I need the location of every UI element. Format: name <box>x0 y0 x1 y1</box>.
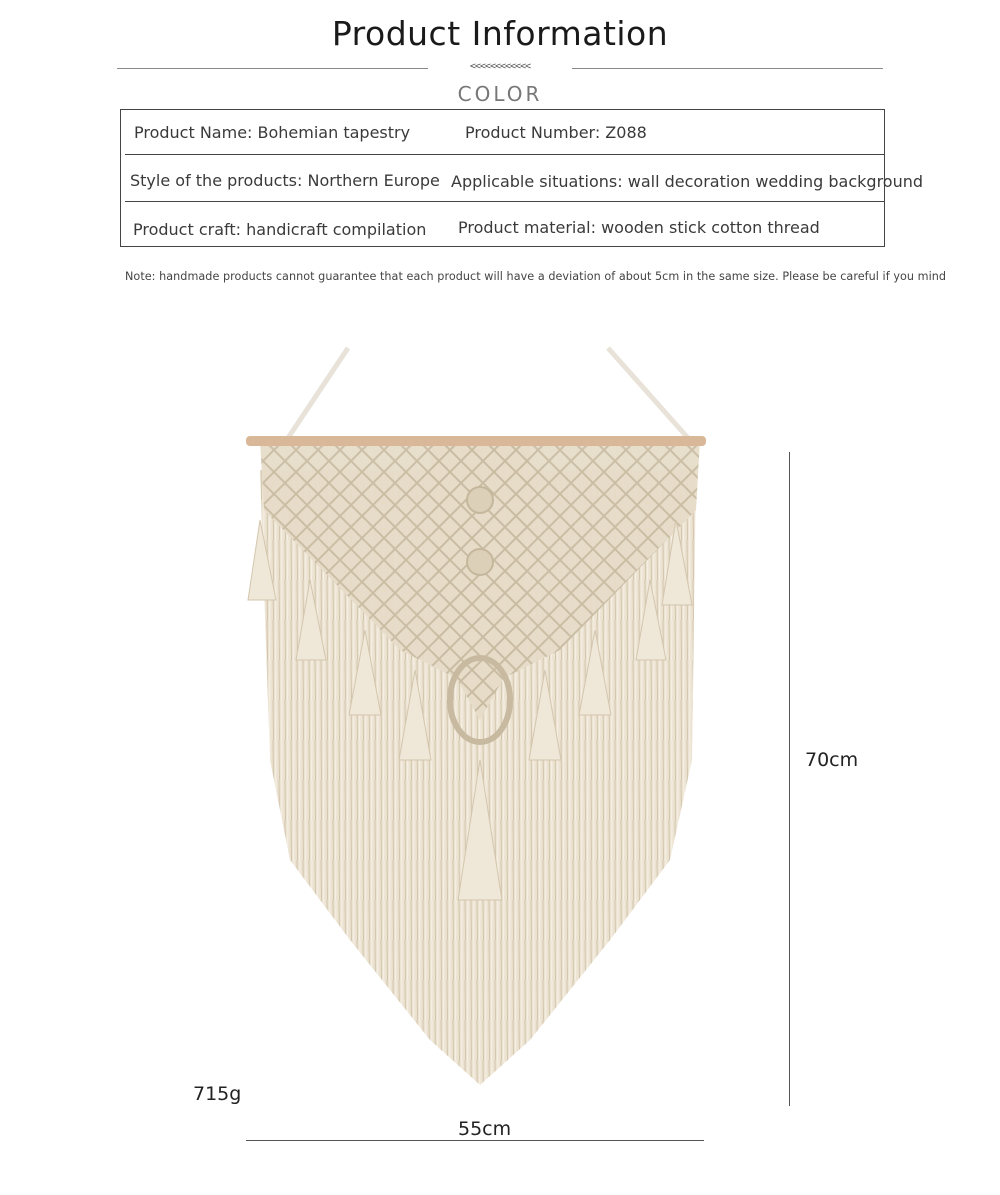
table-row-divider <box>125 201 885 202</box>
hanging-cord-right <box>608 348 688 438</box>
product-craft-cell: Product craft: handicraft compilation <box>133 220 427 239</box>
page-title: Product Information <box>331 14 669 53</box>
product-name-cell: Product Name: Bohemian tapestry <box>134 123 411 142</box>
center-knot <box>467 549 493 575</box>
center-knot <box>467 487 493 513</box>
hanging-cord-left <box>288 348 348 438</box>
width-dimension-line <box>246 1140 704 1141</box>
product-style-cell: Style of the products: Northern Europe <box>130 171 440 190</box>
size-deviation-note: Note: handmade products cannot guarantee that each product will have a deviation of about 5cm in the same size. Please be careful if you mind <box>125 270 947 283</box>
wooden-stick <box>246 436 706 446</box>
macrame-tapestry-image <box>230 340 730 1100</box>
product-material-cell: Product material: wooden stick cotton thread <box>458 218 820 237</box>
title-divider-left <box>117 68 428 69</box>
height-dimension-line <box>789 452 790 1106</box>
table-row-divider <box>125 154 885 155</box>
section-subtitle: COLOR <box>457 82 543 106</box>
weight-label: 715g <box>193 1083 242 1105</box>
height-dimension-label: 70cm <box>805 749 859 771</box>
title-divider-right <box>572 68 883 69</box>
width-dimension-label: 55cm <box>458 1118 512 1140</box>
product-number-cell: Product Number: Z088 <box>465 123 647 142</box>
chevron-ornament-icon: <<<<<<<<<<<< <box>469 61 531 72</box>
applicable-situations-cell: Applicable situations: wall decoration wedding background <box>451 172 924 191</box>
